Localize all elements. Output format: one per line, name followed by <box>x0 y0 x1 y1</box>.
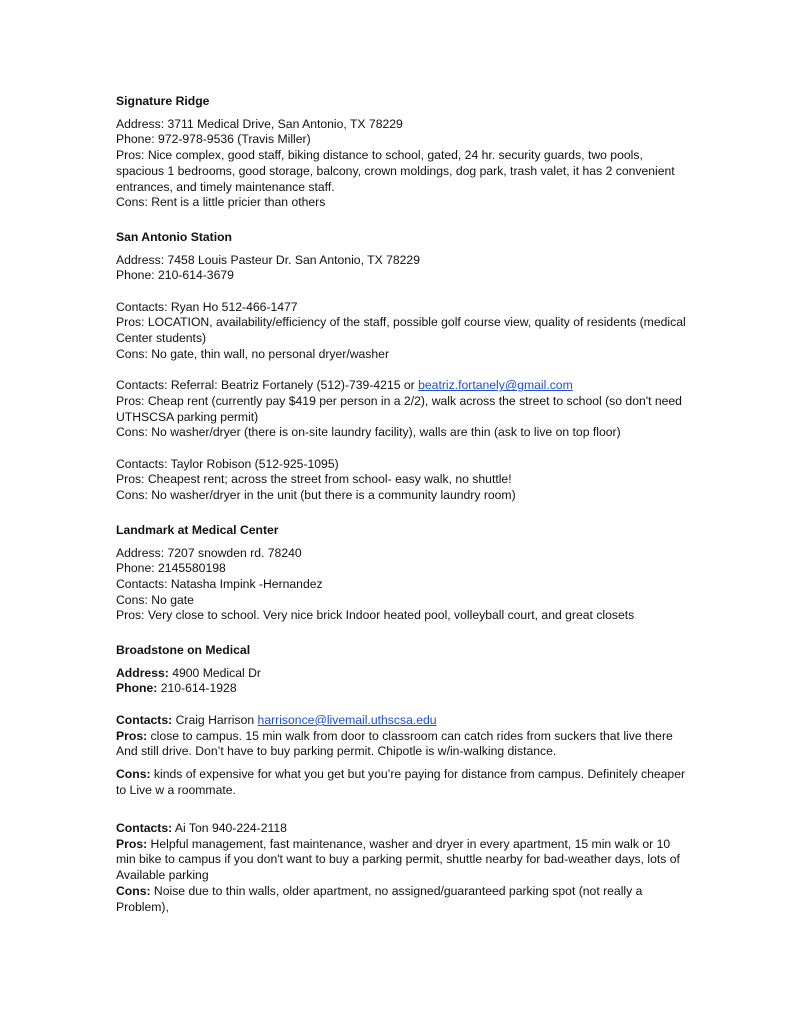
email-link[interactable]: harrisonce@livemail.uthscsa.edu <box>257 712 437 727</box>
contacts-line <box>116 378 686 394</box>
cons-line: Problem), <box>116 899 169 914</box>
pros-line <box>116 837 686 853</box>
contacts-label: Contacts: <box>116 821 173 836</box>
address-line: Address: 7207 snowden rd. 78240 <box>116 545 302 560</box>
cons-line: Cons: No washer/dryer in the unit (but there is a community laundry room) <box>116 488 516 503</box>
contacts-line <box>116 713 686 729</box>
cons-line: Cons: Rent is a little pricier than others <box>116 195 326 210</box>
phone-label: Phone: <box>116 681 158 696</box>
pros-value: Helpful management, fast maintenance, washer and dryer in every apartment, 15 min walk or 10 <box>147 836 671 851</box>
address-line: Address: 7458 Louis Pasteur Dr. San Antonio, TX 78229 <box>116 252 420 267</box>
pros-label: Pros: <box>116 728 148 743</box>
pros-line: Pros: Cheapest rent; across the street from school- easy walk, no shuttle! <box>116 472 512 487</box>
email-link[interactable]: beatriz.fortanely@gmail.com <box>418 378 573 393</box>
address-value: 4900 Medical Dr <box>168 665 261 680</box>
cons-value: Noise due to thin walls, older apartment, no assigned/guaranteed parking spot (not really a <box>150 883 643 898</box>
address-line: Address: 3711 Medical Drive, San Antonio, TX 78229 <box>116 116 403 131</box>
phone-line: Phone: 972-978-9536 (Travis Miller) <box>116 132 311 147</box>
pros-line: Pros: Very close to school. Very nice brick Indoor heated pool, volleyball court, and great closets <box>116 608 635 623</box>
address-line <box>116 666 686 682</box>
pros-line: UTHSCSA parking permit) <box>116 409 259 424</box>
cons-line <box>116 767 686 783</box>
pros-line: Pros: Cheap rent (currently pay $419 per person in a 2/2), walk across the street to school (so don't need <box>116 393 682 408</box>
cons-line: Cons: No gate, thin wall, no personal dryer/washer <box>116 346 390 361</box>
section-title-landmark: Landmark at Medical Center <box>116 522 279 537</box>
phone-line: Phone: 210-614-3679 <box>116 268 234 283</box>
pros-line: min bike to campus if you don't want to buy a parking permit, shuttle nearby for bad-weather days, lots of <box>116 852 680 867</box>
contacts-text: Contacts: Referral: Beatriz Fortanely (512)-739-4215 or <box>116 378 419 393</box>
cons-line: Cons: No gate <box>116 592 194 607</box>
phone-value: 210-614-1928 <box>157 681 237 696</box>
contacts-value: Craig Harrison <box>172 712 258 727</box>
pros-line: And still drive. Don’t have to buy parking permit. Chipotle is w/in-walking distance. <box>116 744 557 759</box>
pros-value: close to campus. 15 min walk from door to classroom can catch rides from suckers that live there <box>147 728 673 743</box>
pros-line: Center students) <box>116 331 207 346</box>
phone-line: Phone: 2145580198 <box>116 561 226 576</box>
cons-line: Cons: No washer/dryer (there is on-site laundry facility), walls are thin (ask to live on top floor) <box>116 425 621 440</box>
pros-line <box>116 729 686 745</box>
cons-line: to Live w a roommate. <box>116 782 236 797</box>
pros-line: Pros: LOCATION, availability/efficiency of the staff, possible golf course view, quality of residents (medical <box>116 315 686 330</box>
document-page <box>116 94 686 915</box>
contacts-line: Contacts: Taylor Robison (512-925-1095) <box>116 456 339 471</box>
contacts-line <box>116 821 686 837</box>
contacts-value: Ai Ton 940-224-2118 <box>172 821 287 836</box>
pros-line: spacious 1 bedrooms, good storage, balcony, crown moldings, dog park, trash valet, it has 2 convenient <box>116 163 675 178</box>
section-title-signature-ridge: Signature Ridge <box>116 94 210 108</box>
phone-line <box>116 681 686 697</box>
cons-value: kinds of expensive for what you get but you’re paying for distance from campus. Definitely cheaper <box>150 766 686 781</box>
address-label: Address: <box>116 665 169 680</box>
cons-label: Cons: <box>116 883 151 898</box>
pros-line: Pros: Nice complex, good staff, biking distance to school, gated, 24 hr. security guards, two pools, <box>116 148 643 163</box>
pros-line: entrances, and timely maintenance staff. <box>116 179 335 194</box>
section-title-san-antonio-station: San Antonio Station <box>116 229 232 244</box>
pros-label: Pros: <box>116 836 148 851</box>
contacts-label: Contacts: <box>116 712 173 727</box>
pros-line: Available parking <box>116 868 209 883</box>
cons-label: Cons: <box>116 766 151 781</box>
contacts-line: Contacts: Ryan Ho 512-466-1477 <box>116 299 298 314</box>
cons-line <box>116 884 686 900</box>
contacts-line: Contacts: Natasha Impink -Hernandez <box>116 576 323 591</box>
section-title-broadstone: Broadstone on Medical <box>116 643 251 658</box>
